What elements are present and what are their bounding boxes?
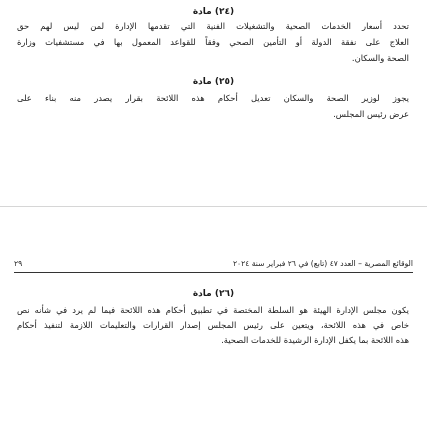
- page-gap: [0, 208, 427, 244]
- issue-info: الوقائع المصرية – العدد ٤٧ (تابع) في ٢٦ فبراير سنة ٢٠٢٤: [232, 259, 413, 268]
- article-25-title: (٢٥) مادة: [192, 77, 235, 87]
- article-25-line-2: عرض رئيس المجلس.: [333, 109, 409, 119]
- page-number: ٢٩: [14, 259, 23, 268]
- page-divider: [0, 206, 427, 207]
- top-page: [0, 0, 427, 208]
- header-rule: [14, 272, 413, 273]
- article-26-line-2: خاص في هذه اللائحة، ويتعين على رئيس المجلس إصدار القرارات والتعليمات اللازمة لتنفيذ أحكام: [17, 320, 409, 330]
- article-24-line-2: العلاج على نفقة الدولة أو التأمين الصحي وفقاً للقواعد المعمول بها في مستشفيات وزارة: [17, 37, 409, 47]
- page-header: [14, 258, 413, 270]
- bottom-page: [0, 244, 427, 422]
- article-25-line-1: يجوز لوزير الصحة والسكان تعديل أحكام هذه اللائحة بقرار يصدر منه بناء على: [17, 93, 409, 103]
- article-24-title: (٢٤) مادة: [192, 7, 235, 17]
- article-24-line-3: الصحة والسكان.: [351, 53, 409, 63]
- article-26-line-3: هذه اللائحة بما يكفل الإدارة الرشيدة للخدمات الصحية.: [221, 335, 409, 345]
- article-24-line-1: تحدد أسعار الخدمات الصحية والتشغيلات الفنية التي تقدمها الإدارة لمن ليس لهم حق: [17, 21, 409, 31]
- article-26-line-1: يكون مجلس الإدارة الهيئة هو السلطة المختصة في تطبيق أحكام هذه اللائحة فيما لم يرد في شأنه نص: [17, 305, 409, 315]
- article-26-title: (٢٦) مادة: [192, 289, 235, 299]
